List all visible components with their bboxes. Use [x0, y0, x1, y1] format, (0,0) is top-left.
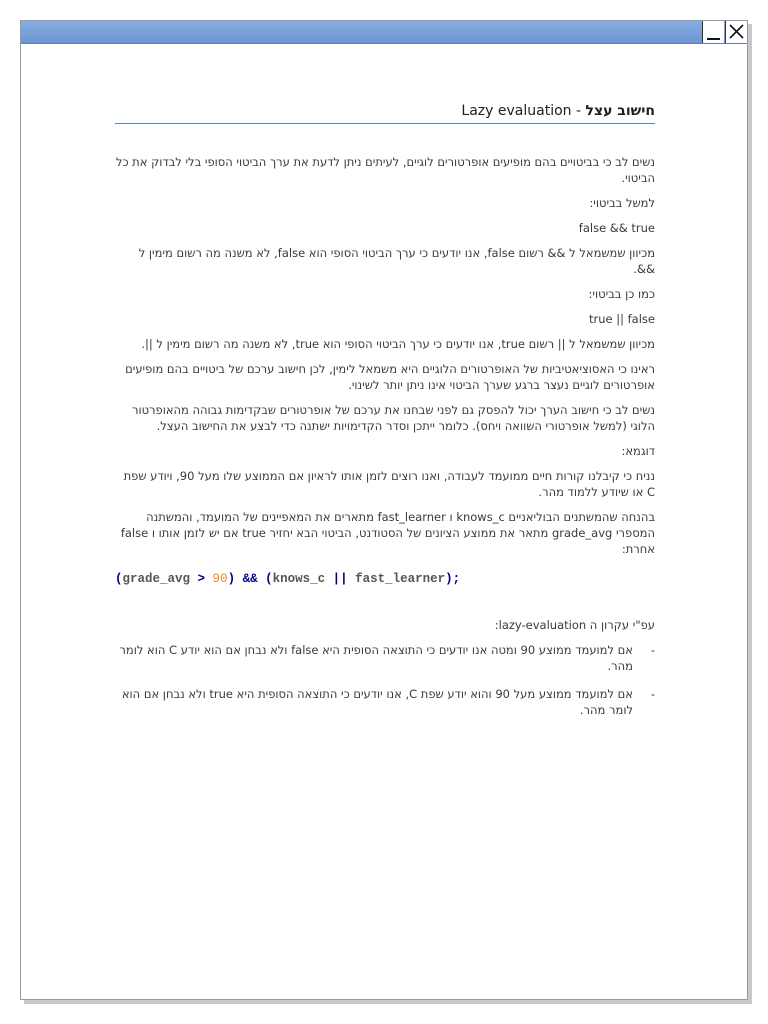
- title-bar[interactable]: [21, 21, 747, 44]
- paragraph-example-label: למשל בביטוי:: [589, 196, 655, 210]
- code-var-knows-c: knows_c: [272, 572, 326, 586]
- code-op-and: &&: [235, 572, 266, 586]
- document-window: [20, 20, 748, 1000]
- paragraph-also-label: כמו כן בביטוי:: [588, 287, 655, 301]
- paragraph-variables: בהנחה שהמשתנים הבוליאניים knows_c ו fast_learner מתארים את המאפיינים של המועמד, והמשתנה המספרי grade_avg מתאר את ממוצע הציונים של הסטודנט, הביטוי הבא יחזיר true אם יש לזמן אותו ו false אחרת:: [120, 510, 655, 556]
- page-title: [115, 103, 655, 124]
- paragraph-or-explanation: מכיוון שמשמאל ל || רשום true, אנו יודעים כי ערך הביטוי הסופי הוא true, לא משנה מה רשום מימין ל ||.: [141, 337, 655, 351]
- code-var-grade-avg: grade_avg: [122, 572, 191, 586]
- paragraph-lazy-principle: עפ"י עקרון ה lazy-evaluation:: [494, 618, 655, 632]
- bullet-marker: -: [650, 687, 655, 701]
- close-button[interactable]: [725, 21, 747, 43]
- list-item: [115, 642, 655, 674]
- bullet-marker: -: [650, 643, 655, 657]
- bullet-text: אם למועמד ממוצע 90 ומטה אנו יודעים כי התוצאה הסופית היא false ולא נבחן אם הוא יודע C הוא לומר מהר.: [119, 643, 633, 673]
- bullet-text: אם למועמד ממוצע מעל 90 והוא יודע שפת C, אנו יודעים כי התוצאה הסופית היא true ולא נבחן אם הוא לומר מהר.: [121, 687, 633, 717]
- title-separator: -: [571, 103, 586, 119]
- close-icon: [729, 24, 744, 39]
- minimize-button[interactable]: [702, 21, 724, 43]
- bullet-list: [115, 642, 655, 718]
- paragraph-example-heading: דוגמא:: [621, 444, 655, 458]
- paragraph-precedence: נשים לב כי חישוב הערך יכול להפסק גם לפני שבחנו את ערכם של אופרטורים שבקדימות גבוהה מהאופרטור הלוגי (למשל אופרטורי השוואה ויחס). כלומר ייתכן וסדר הקדימויות ישתנה כדי לבצע את החישוב העצל.: [131, 403, 655, 433]
- title-hebrew: חישוב עצל: [585, 103, 655, 119]
- paragraph-and-explanation: מכיוון שמשמאל ל && רשום false, אנו יודעים כי ערך הביטוי הסופי הוא false, לא משנה מה רשום מימין ל &&.: [138, 246, 655, 276]
- code-paren: (: [115, 572, 123, 586]
- document-body: [115, 103, 655, 730]
- title-english: Lazy evaluation: [461, 103, 572, 119]
- paragraph-scenario: נניח כי קיבלנו קורות חיים ממועמד לעבודה, ואנו רוצים לזמן אותו לראיון אם הממוצע שלו מעל 90, ויודע שפת C או שיודע ללמוד מהר.: [123, 469, 655, 499]
- paragraph-associativity: ראינו כי האסוציאטיביות של האופרטורים הלוגיים היא משמאל לימין, לכן חישוב ערכם של ביטויים בהם מופיעים אופרטורים לוגיים נעצר ברגע שערך הביטוי אינו ניתן יותר לשינוי.: [125, 362, 655, 392]
- paragraph-intro: נשים לב כי בביטויים בהם מופיעים אופרטורים לוגיים, לעיתים ניתן לדעת את ערך הביטוי הסופי בלי לבדוק את כל הביטוי.: [115, 155, 655, 185]
- code-op-or: ||: [325, 572, 356, 586]
- list-item: [115, 686, 655, 718]
- expression-and: false && true: [578, 221, 655, 235]
- expression-or: true || false: [588, 312, 655, 326]
- code-var-fast-learner: fast_learner: [355, 572, 446, 586]
- code-paren: (: [265, 572, 273, 586]
- code-paren: ): [227, 572, 236, 586]
- code-number: 90: [212, 572, 228, 586]
- code-op-gt: >: [190, 572, 213, 586]
- code-paren: );: [445, 572, 461, 586]
- code-block: [115, 571, 655, 587]
